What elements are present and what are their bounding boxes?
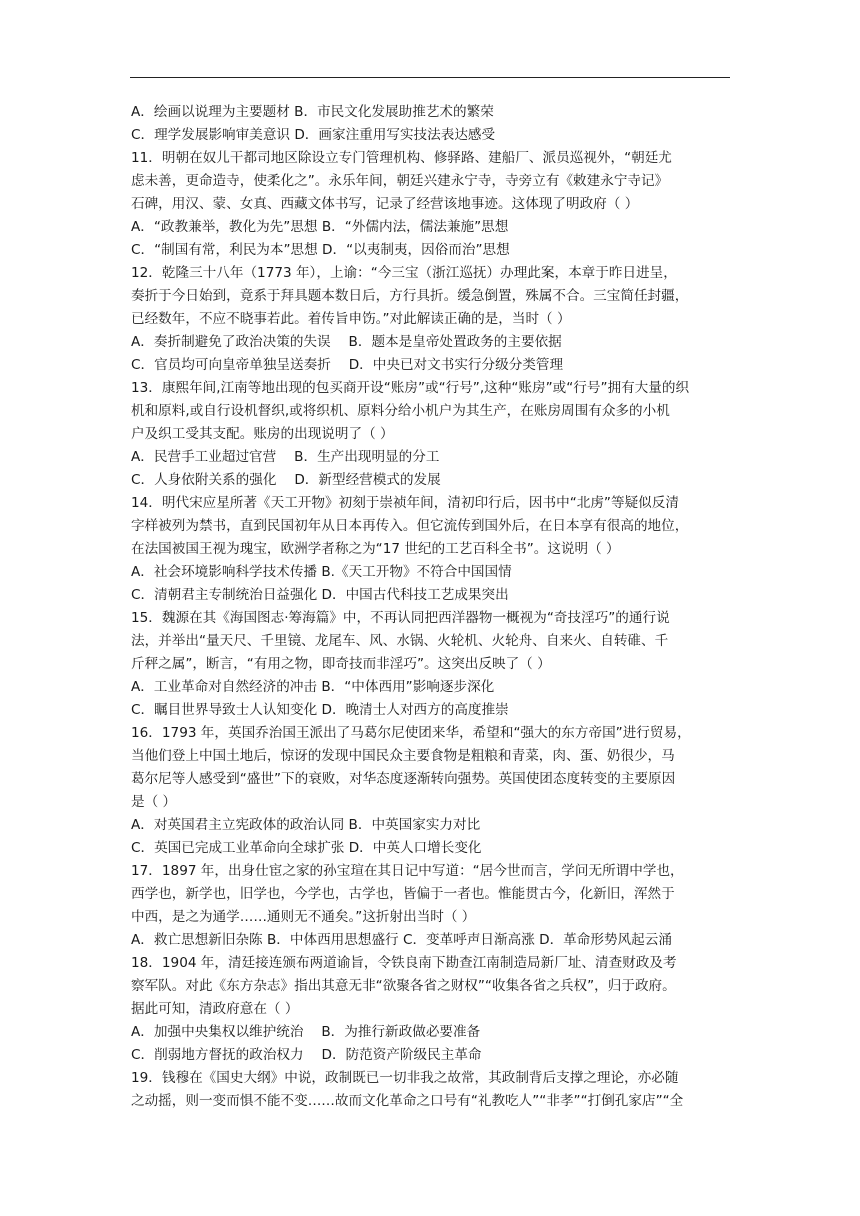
- document-body: [131, 101, 731, 1113]
- answer-options-line: A．民营手工业超过官营 B．生产出现明显的分工: [131, 449, 440, 465]
- answer-options-line: C．清朝君主专制统治日益强化 D．中国古代科技工艺成果突出: [131, 587, 509, 603]
- question-text-line: 奏折于今日始到，竟系于拜具题本数日后，方行具折。缓急倒置，殊属不合。三宝简任封疆，: [131, 288, 689, 304]
- question-text-line: 是（ ）: [131, 794, 177, 810]
- question-text-line: 12．乾隆三十八年（1773 年），上谕：“今三宝（浙江巡抚）办理此案，本章于昨日进呈，: [131, 265, 677, 281]
- question-text-line: 15．魏源在其《海国图志·筹海篇》中，不再认同把西洋器物一概视为“奇技淫巧”的通行说: [131, 610, 670, 626]
- answer-options-line: A．社会环境影响科学技术传播 B.《天工开物》不符合中国国情: [131, 564, 512, 580]
- question-text-line: 字样被列为禁书，直到民国初年从日本再传入。但它流传到国外后，在日本享有很高的地位，: [131, 518, 689, 534]
- question-text-line: 之动摇，则一变而惧不能不变……故而文化革命之口号有“礼教吃人”“非孝”“打倒孔家店”“全: [131, 1093, 684, 1109]
- question-text-line: 葛尔尼等人感受到“盛世”下的衰败，对华态度逐渐转向强势。英国使团态度转变的主要原因: [131, 771, 676, 787]
- answer-options-line: A．加强中央集权以维护统治 B．为推行新政做必要准备: [131, 1024, 481, 1040]
- answer-options-line: A．对英国君主立宪政体的政治认同 B．中英国家实力对比: [131, 817, 481, 833]
- answer-options-line: C．人身依附关系的强化 D．新型经营模式的发展: [131, 472, 441, 488]
- question-text-line: 法，并举出“量天尺、千里镜、龙尾车、风、水锅、火轮机、火轮舟、自来火、自转碓、千: [131, 633, 669, 649]
- answer-options-line: C．削弱地方督抚的政治权力 D．防范资产阶级民主革命: [131, 1047, 482, 1063]
- answer-options-line: A．“政教兼举，教化为先”思想 B．“外儒内法，儒法兼施”思想: [131, 219, 509, 235]
- answer-options-line: C．官员均可向皇帝单独呈送奏折 D．中央已对文书实行分级分类管理: [131, 357, 564, 373]
- question-text-line: 已经数年，不应不晓事若此。着传旨申饬。”对此解读正确的是，当时（ ）: [131, 311, 571, 327]
- question-text-line: 当他们登上中国土地后，惊讶的发现中国民众主要食物是粗粮和青菜，肉、蛋、奶很少，马: [131, 748, 675, 764]
- question-text-line: 户及织工受其支配。账房的出现说明了（ ）: [131, 426, 394, 442]
- answer-options-line: C．理学发展影响审美意识 D．画家注重用写实技法表达感受: [131, 127, 496, 143]
- header-rule: [130, 77, 730, 78]
- question-text-line: 14．明代宋应星所著《天工开物》初刻于崇祯年间，清初印行后，因书中“北虏”等疑似反清: [131, 495, 679, 511]
- answer-options-line: C．英国已完成工业革命向全球扩张 D．中英人口增长变化: [131, 840, 482, 856]
- question-text-line: 11．明朝在奴儿干都司地区除设立专门管理机构、修驿路、建船厂、派员巡视外，“朝廷尤: [131, 150, 672, 166]
- question-text-line: 在法国被国王视为瑰宝，欧洲学者称之为“17 世纪的工艺百科全书”。这说明（ ）: [131, 541, 620, 557]
- answer-options-line: C．“制国有常，利民为本”思想 D．“以夷制夷，因俗而治”思想: [131, 242, 510, 258]
- answer-options-line: A．救亡思想新旧杂陈 B．中体西用思想盛行 C．变革呼声日渐高涨 D．革命形势风起云涌: [131, 932, 672, 948]
- question-text-line: 中西，是之为通学……通则无不通矣。”这折射出当时（ ）: [131, 909, 476, 925]
- question-text-line: 机和原料,或自行设机督织,或将织机、原料分给小机户为其生产，在账房周围有众多的小机: [131, 403, 670, 419]
- answer-options-line: A．工业革命对自然经济的冲击 B．“中体西用”影响逐步深化: [131, 679, 495, 695]
- question-text-line: 察军队。对此《东方杂志》指出其意无非“欲聚各省之财权”“收集各省之兵权”，归于政府。: [131, 978, 676, 994]
- question-text-line: 19．钱穆在《国史大纲》中说，政制既已一切非我之故常，其政制背后支撑之理论，亦必随: [131, 1070, 679, 1086]
- answer-options-line: C．瞩目世界导致士人认知变化 D．晚清士人对西方的高度推崇: [131, 702, 509, 718]
- question-text-line: 17．1897 年，出身仕宦之家的孙宝瑄在其日记中写道：“居今世而言，学问无所谓中学也，: [131, 863, 684, 879]
- question-text-line: 据此可知，清政府意在（ ）: [131, 1001, 299, 1017]
- question-text-line: 虑未善，更命造寺，使柔化之”。永乐年间，朝廷兴建永宁寺，寺旁立有《敕建永宁寺记》: [131, 173, 669, 189]
- question-text-line: 石碑，用汉、蒙、女真、西藏文体书写，记录了经营该地事迹。这体现了明政府（ ）: [131, 196, 639, 212]
- answer-options-line: A．绘画以说理为主要题材 B．市民文化发展助推艺术的繁荣: [131, 104, 494, 120]
- question-text-line: 13．康熙年间,江南等地出现的包买商开设“账房”或“行号”,这种“账房”或“行号”拥有大量的织: [131, 380, 690, 396]
- question-text-line: 16．1793 年，英国乔治国王派出了马葛尔尼使团来华，希望和“强大的东方帝国”进行贸易，: [131, 725, 691, 741]
- question-text-line: 西学也，新学也，旧学也，今学也，古学也，皆偏于一者也。惟能贯古今，化新旧，浑然于: [131, 886, 675, 902]
- question-text-line: 斤秤之属”，断言，“有用之物，即奇技而非淫巧”。这突出反映了（ ）: [131, 656, 551, 672]
- answer-options-line: A．奏折制避免了政治决策的失误 B．题本是皇帝处置政务的主要依据: [131, 334, 562, 350]
- question-text-line: 18．1904 年，清廷接连颁布两道谕旨，令铁良南下勘查江南制造局新厂址、清查财政及考: [131, 955, 677, 971]
